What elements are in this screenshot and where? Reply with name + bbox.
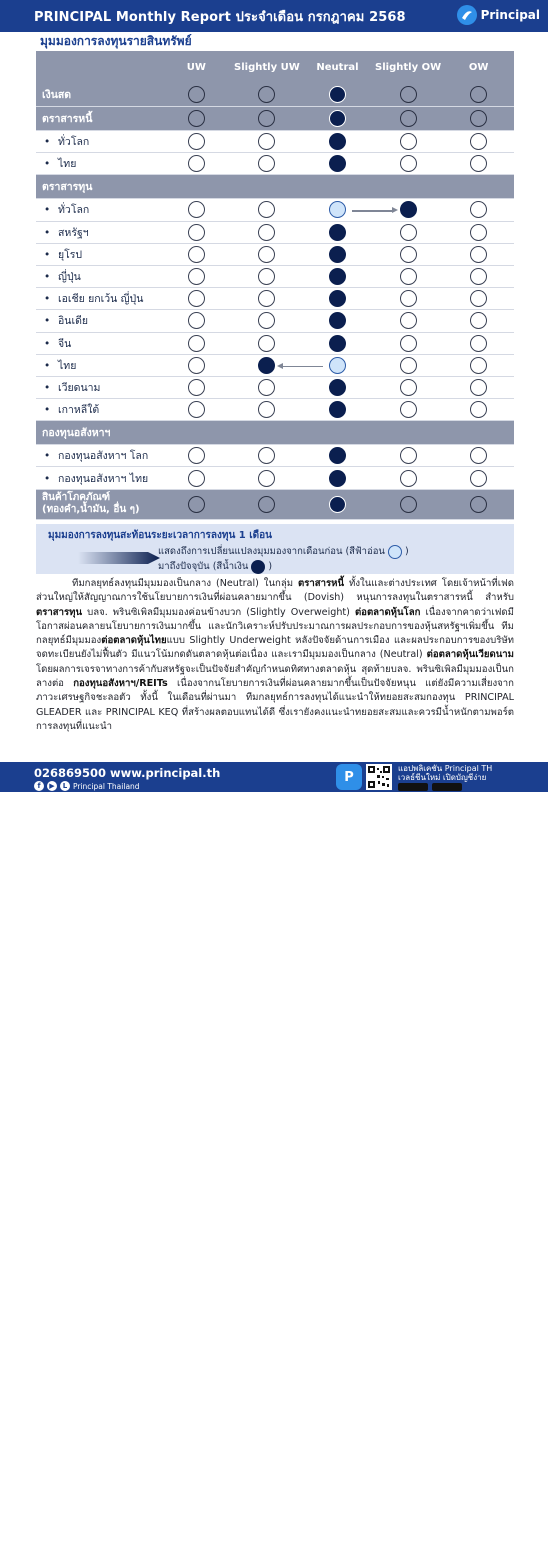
bullet-icon: •: [44, 158, 51, 171]
rating-cell: [373, 310, 444, 331]
row-label: [36, 86, 161, 103]
app-store-badge-icon[interactable]: [398, 783, 428, 791]
empty-circle-icon: [258, 110, 275, 127]
empty-circle-icon: [400, 357, 417, 374]
empty-circle-icon: [258, 290, 275, 307]
report-title: PRINCIPAL Monthly Report ประจำเดือน กรกฎาคม 2568: [34, 9, 406, 25]
rating-cell: [302, 288, 373, 309]
rating-cell: [161, 153, 232, 174]
table-row: [36, 445, 514, 467]
legend-close-paren: ): [268, 561, 273, 572]
row-label-text: กองทุนอสังหาฯ: [42, 427, 111, 440]
table-row: [36, 355, 514, 377]
bullet-icon: •: [44, 136, 51, 149]
emphasis-text: ตราสารทุน: [36, 606, 83, 618]
rating-cell: [302, 83, 373, 106]
qr-code-icon[interactable]: [366, 764, 392, 790]
empty-circle-icon: [470, 246, 487, 263]
rating-cell: [443, 467, 514, 488]
row-label-text: ไทย: [58, 359, 77, 372]
table-row: [36, 266, 514, 288]
bullet-icon: •: [44, 271, 51, 284]
rating-cell: [232, 222, 303, 243]
current-view-circle-icon: [329, 246, 346, 263]
empty-circle-icon: [258, 201, 275, 218]
row-label: [36, 401, 161, 418]
change-arrow-icon: [281, 366, 324, 368]
legend-box: [36, 524, 514, 574]
rating-cell: [161, 107, 232, 130]
legend-title: มุมมองการลงทุนสะท้อนระยะเวลาการลงทุน 1 เดือน: [48, 530, 272, 541]
row-label: [36, 379, 161, 396]
row-label-text: ตราสารทุน: [42, 181, 93, 194]
empty-circle-icon: [470, 470, 487, 487]
rating-cell: [232, 333, 303, 354]
row-label: [36, 246, 161, 263]
table-row: [36, 222, 514, 244]
previous-view-circle-icon: [329, 357, 346, 374]
rating-cell: [232, 107, 303, 130]
row-label: [36, 312, 161, 329]
rating-cell: [232, 399, 303, 420]
empty-circle-icon: [188, 201, 205, 218]
row-label: [36, 110, 161, 127]
empty-circle-icon: [470, 312, 487, 329]
change-arrow-icon: [352, 210, 395, 212]
current-view-circle-icon: [329, 470, 346, 487]
legend-line-current: [158, 559, 272, 574]
rating-cell: [161, 266, 232, 287]
rating-cell: [161, 490, 232, 519]
row-label: [36, 335, 161, 352]
page-number: 4: [533, 1539, 540, 1550]
line-icon[interactable]: L: [60, 781, 70, 791]
rating-cell: [302, 153, 373, 174]
empty-circle-icon: [258, 335, 275, 352]
current-view-circle-icon: [329, 447, 346, 464]
current-view-circle-icon: [251, 560, 265, 574]
body-text: แบบ Slightly Underweight หลังปัจจัยด้านการเมือง และผลประกอบการของบริษัทจดทะเบียนยังไม่ฟื้นตัว มีแนวโน้มกดดันตลาดหุ้นต่อเนื่อง และเรามีมุมมองเป็นกลาง (Neutral): [36, 635, 514, 661]
commentary-paragraph: [36, 577, 514, 734]
emphasis-text: ต่อตลาดหุ้นเวียดนาม: [426, 649, 514, 661]
rating-cell: [232, 83, 303, 106]
row-label-text: เกาหลีใต้: [58, 404, 100, 417]
rating-cell: [302, 131, 373, 152]
rating-cell: [373, 467, 444, 488]
rating-cell: [302, 467, 373, 488]
category-row: [36, 83, 514, 107]
empty-circle-icon: [470, 379, 487, 396]
principal-app-icon[interactable]: P: [336, 764, 362, 790]
emphasis-text: ตราสารหนี้: [298, 578, 345, 589]
row-label-text: ญี่ปุ่น: [58, 271, 81, 284]
empty-circle-icon: [400, 110, 417, 127]
brand: [457, 5, 540, 25]
empty-circle-icon: [258, 379, 275, 396]
rating-cell: [443, 266, 514, 287]
empty-circle-icon: [258, 155, 275, 172]
empty-circle-icon: [470, 155, 487, 172]
rating-cell: [161, 288, 232, 309]
principal-logo-icon: [457, 5, 477, 25]
rating-cell: [232, 199, 303, 220]
rating-cell: [161, 399, 232, 420]
rating-cell: [443, 288, 514, 309]
google-play-badge-icon[interactable]: [432, 783, 462, 791]
empty-circle-icon: [400, 470, 417, 487]
empty-circle-icon: [188, 110, 205, 127]
row-label-text: อินเดีย: [58, 315, 89, 328]
current-view-circle-icon: [329, 312, 346, 329]
row-label-text: เอเชีย ยกเว้น ญี่ปุ่น: [58, 293, 144, 306]
rating-cell: [302, 310, 373, 331]
body-text: โดยผลการเจรจาทางการค้ากับสหรัฐจะเป็นปัจจัยสำคัญกำหนดทิศทางตลาดหุ้น สุดท้ายบลจ. พรินซิเพิลมีมุมมองเป็นกลางต่อ: [36, 663, 514, 690]
emphasis-text: ต่อตลาดหุ้นไทย: [101, 635, 167, 647]
empty-circle-icon: [470, 401, 487, 418]
empty-circle-icon: [258, 246, 275, 263]
table-header: [36, 51, 514, 83]
asset-view-table: [36, 51, 514, 520]
empty-circle-icon: [188, 133, 205, 150]
rating-cell: [232, 131, 303, 152]
bullet-icon: •: [44, 248, 51, 261]
empty-circle-icon: [400, 86, 417, 103]
row-label-text: กองทุนอสังหาฯ โลก: [58, 450, 149, 463]
row-label: [36, 470, 161, 487]
rating-cell: [161, 467, 232, 488]
rating-cell: [443, 244, 514, 265]
row-label-text: ทั่วโลก: [58, 204, 90, 217]
empty-circle-icon: [400, 335, 417, 352]
row-label-text: สหรัฐฯ: [58, 226, 89, 239]
row-label: [36, 447, 161, 464]
bullet-icon: •: [44, 315, 51, 328]
empty-circle-icon: [400, 246, 417, 263]
empty-circle-icon: [188, 447, 205, 464]
empty-circle-icon: [188, 312, 205, 329]
rating-cell: [302, 107, 373, 130]
rating-cell: [373, 266, 444, 287]
empty-circle-icon: [258, 312, 275, 329]
rating-cell: [232, 310, 303, 331]
row-label-text: สินค้าโภคภัณฑ์ (ทองคำ,น้ำมัน, อื่น ๆ): [42, 492, 140, 516]
rating-cell: [443, 333, 514, 354]
current-view-circle-icon: [329, 110, 346, 127]
rating-cell: [161, 310, 232, 331]
rating-cell: [373, 83, 444, 106]
body-text: เนื่องจากคาดว่าเฟดมีโอกาสผ่อนคลายนโยบายการเงินมากขึ้น และนักวิเคราะห์ปรับประมาณการผลประกอบการของหุ้นสหรัฐฯเพิ่มขึ้น ทีมกลยุทธ์มีมุมมอง: [36, 606, 514, 647]
rating-cell: [373, 131, 444, 152]
bullet-icon: •: [44, 450, 51, 463]
rating-cell: [443, 355, 514, 376]
app-promo-title: แอปพลิเคชัน Principal TH: [398, 764, 493, 773]
empty-circle-icon: [258, 401, 275, 418]
rating-cell: [373, 288, 444, 309]
rating-cell: [161, 244, 232, 265]
category-row: [36, 107, 514, 131]
empty-circle-icon: [188, 246, 205, 263]
empty-circle-icon: [400, 290, 417, 307]
rating-cell: [161, 333, 232, 354]
body-text: ทั้งในและต่างประเทศ โดยเจ้าหน้าที่เฟดส่วนใหญ่ให้สัญญาณการใช้นโยบายการเงินที่ผ่อนคลายมากขึ้น (Dovish) หนุนการลงทุนในตราสารหนี้ สำหรับ: [36, 578, 514, 604]
rating-cell: [443, 83, 514, 106]
rating-cell: [443, 222, 514, 243]
rating-cell: [302, 399, 373, 420]
empty-circle-icon: [258, 447, 275, 464]
table-row: [36, 467, 514, 489]
rating-cell: [373, 377, 444, 398]
table-row: [36, 199, 514, 221]
empty-circle-icon: [400, 155, 417, 172]
row-label-text: เงินสด: [42, 89, 72, 101]
empty-circle-icon: [258, 496, 275, 513]
app-promo-subtitle: เวลธ์ชีนใหม่ เปิดบัญชีง่าย: [398, 773, 487, 782]
bullet-icon: •: [44, 404, 51, 417]
rating-cell: [232, 445, 303, 466]
current-view-circle-icon: [329, 379, 346, 396]
rating-cell: [373, 153, 444, 174]
bullet-icon: •: [44, 472, 51, 485]
empty-circle-icon: [470, 86, 487, 103]
current-view-circle-icon: [329, 268, 346, 285]
current-view-circle-icon: [329, 86, 346, 103]
table-row: [36, 288, 514, 310]
rating-cell: [443, 153, 514, 174]
rating-cell: [161, 445, 232, 466]
rating-cell: [302, 377, 373, 398]
rating-cell: [302, 490, 373, 519]
empty-circle-icon: [400, 224, 417, 241]
rating-cell: [443, 445, 514, 466]
empty-circle-icon: [188, 224, 205, 241]
app-promo: [398, 764, 492, 782]
rating-cell: [302, 244, 373, 265]
table-row: [36, 310, 514, 332]
rating-cell: [232, 288, 303, 309]
current-view-circle-icon: [329, 133, 346, 150]
emphasis-text: ต่อตลาดหุ้นโลก: [354, 606, 421, 618]
youtube-icon[interactable]: ▶: [47, 781, 57, 791]
legend-previous-text: แสดงถึงการเปลี่ยนแปลงมุมมองจากเดือนก่อน (สีฟ้าอ่อน: [158, 546, 385, 557]
previous-view-circle-icon: [388, 545, 402, 559]
bullet-icon: •: [44, 226, 51, 239]
bullet-icon: •: [44, 204, 51, 217]
social-links: [34, 781, 140, 791]
empty-circle-icon: [470, 496, 487, 513]
row-label-text: จีน: [58, 337, 72, 350]
row-label: [36, 178, 161, 195]
row-label-text: เวียดนาม: [58, 381, 101, 394]
column-header: OW: [468, 61, 489, 73]
legend-current-text: มาถึงปัจจุบัน (สีน้ำเงิน: [158, 561, 249, 572]
empty-circle-icon: [470, 335, 487, 352]
legend-close-paren: ): [404, 546, 409, 557]
empty-circle-icon: [188, 290, 205, 307]
row-label: [36, 357, 161, 374]
rating-cell: [373, 107, 444, 130]
rating-cell: [443, 107, 514, 130]
empty-circle-icon: [400, 379, 417, 396]
row-label-text: ตราสารหนี้: [42, 113, 93, 125]
row-label-text: กองทุนอสังหาฯ ไทย: [58, 472, 149, 485]
empty-circle-icon: [400, 447, 417, 464]
row-label: [36, 201, 161, 218]
empty-circle-icon: [188, 357, 205, 374]
rating-cell: [443, 199, 514, 220]
bullet-icon: •: [44, 359, 51, 372]
empty-circle-icon: [188, 268, 205, 285]
row-label: [36, 492, 161, 516]
rating-cell: [232, 490, 303, 519]
empty-circle-icon: [188, 335, 205, 352]
facebook-icon[interactable]: f: [34, 781, 44, 791]
rating-cell: [232, 266, 303, 287]
legend-line-previous: [158, 544, 409, 559]
empty-circle-icon: [470, 224, 487, 241]
empty-circle-icon: [400, 496, 417, 513]
table-row: [36, 131, 514, 153]
rating-cell: [373, 333, 444, 354]
row-label-text: ทั่วโลก: [58, 136, 90, 149]
empty-circle-icon: [470, 133, 487, 150]
empty-circle-icon: [188, 470, 205, 487]
empty-circle-icon: [258, 470, 275, 487]
current-view-circle-icon: [329, 335, 346, 352]
empty-circle-icon: [400, 312, 417, 329]
row-label: [36, 224, 161, 241]
empty-circle-icon: [400, 133, 417, 150]
table-row: [36, 153, 514, 175]
rating-cell: [161, 83, 232, 106]
empty-circle-icon: [470, 357, 487, 374]
rating-cell: [373, 244, 444, 265]
rating-cell: [443, 310, 514, 331]
current-view-circle-icon: [329, 290, 346, 307]
legend-gradient-arrow: [78, 548, 160, 568]
empty-circle-icon: [470, 268, 487, 285]
rating-cell: [232, 244, 303, 265]
current-view-circle-icon: [329, 224, 346, 241]
row-label: [36, 155, 161, 172]
empty-circle-icon: [188, 86, 205, 103]
body-text: บลจ. พรินซิเพิลมีมุมมองค่อนข้างบวก (Slightly Overweight): [82, 606, 355, 618]
row-label: [36, 268, 161, 285]
rating-cell: [232, 153, 303, 174]
rating-cell: [373, 399, 444, 420]
body-text: เนื่องจากนโยบายการเงินที่ผ่อนคลายมากขึ้นเป็นปัจจัยหนุน แต่ยังมีความเสี่ยงจากภาวะเศรษฐกิจชะลอตัว ทั้งนี้ ในเดือนที่ผ่านมา ทีมกลยุทธ์การลงทุนได้แนะนำให้ทยอยสะสมกองทุน PRINCIPAL GLEADER และ PRINCIPAL KEQ ที่สร้างผลตอบแทนได้ดี ซึ่งเรายังคงแนะนำทยอยสะสมและควรมีน้ำหนักตามพอร์ตการลงทุนที่แนะนำ: [36, 678, 514, 732]
rating-cell: [232, 377, 303, 398]
empty-circle-icon: [258, 268, 275, 285]
empty-circle-icon: [470, 110, 487, 127]
empty-circle-icon: [258, 133, 275, 150]
row-label: [36, 424, 161, 441]
body-text: ทีมกลยุทธ์ลงทุนมีมุมมองเป็นกลาง (Neutral) ในกลุ่ม: [72, 578, 298, 589]
rating-cell: [373, 445, 444, 466]
section-title: มุมมองการลงทุนรายสินทรัพย์: [40, 34, 192, 48]
social-handle: Principal Thailand: [73, 781, 140, 791]
brand-name: Principal: [480, 8, 540, 22]
row-label-text: ไทย: [58, 158, 77, 171]
column-header: Slightly UW: [234, 61, 300, 73]
empty-circle-icon: [400, 268, 417, 285]
rating-cell: [443, 131, 514, 152]
category-row: [36, 490, 514, 520]
current-view-circle-icon: [329, 155, 346, 172]
empty-circle-icon: [400, 401, 417, 418]
rating-cell: [302, 266, 373, 287]
report-header: [0, 0, 548, 32]
current-view-circle-icon: [258, 357, 275, 374]
bullet-icon: •: [44, 293, 51, 306]
table-body: [36, 83, 514, 520]
row-label: [36, 133, 161, 150]
table-row: [36, 244, 514, 266]
rating-cell: [161, 355, 232, 376]
contact-phone-website[interactable]: 026869500 www.principal.th: [34, 766, 221, 780]
rating-cell: [232, 467, 303, 488]
row-label-text: ยุโรป: [58, 248, 83, 261]
empty-circle-icon: [470, 290, 487, 307]
column-header: Slightly OW: [375, 61, 442, 73]
table-row: [36, 333, 514, 355]
empty-circle-icon: [188, 401, 205, 418]
previous-view-circle-icon: [329, 201, 346, 218]
rating-cell: [302, 445, 373, 466]
emphasis-text: กองทุนอสังหาฯ/REITs: [73, 678, 168, 690]
empty-circle-icon: [188, 496, 205, 513]
rating-cell: [161, 199, 232, 220]
rating-cell: [443, 490, 514, 519]
column-header: Neutral: [316, 61, 359, 73]
table-row: [36, 399, 514, 421]
row-label: [36, 290, 161, 307]
bullet-icon: •: [44, 381, 51, 394]
rating-cell: [373, 355, 444, 376]
rating-cell: [161, 131, 232, 152]
empty-circle-icon: [470, 201, 487, 218]
rating-cell: [373, 222, 444, 243]
category-row: [36, 175, 514, 199]
rating-cell: [302, 333, 373, 354]
rating-cell: [443, 399, 514, 420]
rating-cell: [161, 377, 232, 398]
rating-cell: [373, 490, 444, 519]
empty-circle-icon: [188, 379, 205, 396]
rating-cell: [161, 222, 232, 243]
category-row: [36, 421, 514, 445]
empty-circle-icon: [188, 155, 205, 172]
bullet-icon: •: [44, 337, 51, 350]
current-view-circle-icon: [400, 201, 417, 218]
rating-cell: [443, 377, 514, 398]
empty-circle-icon: [470, 447, 487, 464]
empty-circle-icon: [258, 224, 275, 241]
column-header: UW: [186, 61, 206, 73]
current-view-circle-icon: [329, 401, 346, 418]
empty-circle-icon: [258, 86, 275, 103]
rating-cell: [302, 222, 373, 243]
current-view-circle-icon: [329, 496, 346, 513]
table-row: [36, 377, 514, 399]
